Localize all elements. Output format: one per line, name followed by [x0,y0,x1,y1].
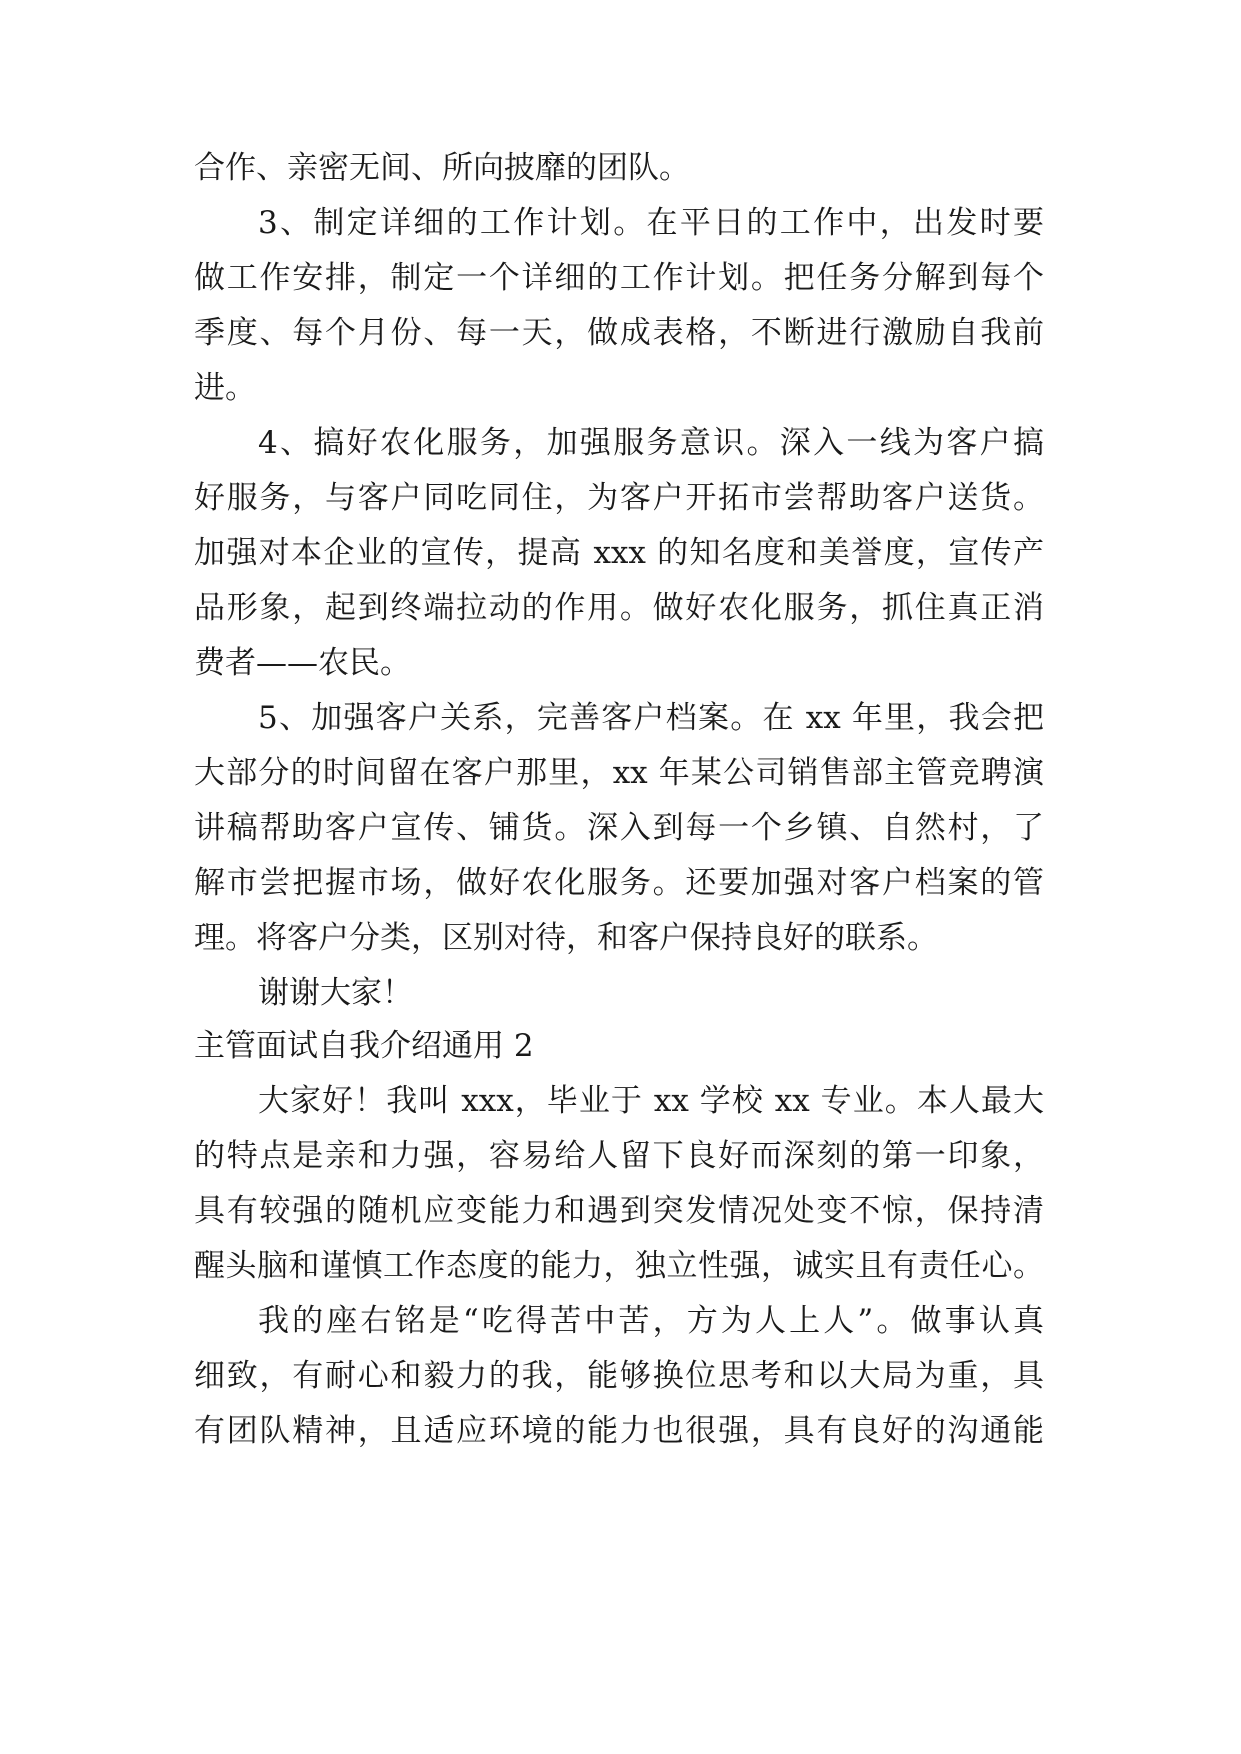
text-line: 季度、每个月份、每一天，做成表格，不断进行激励自我前 [194,315,1044,351]
text-line: 细致，有耐心和毅力的我，能够换位思考和以大局为重，具 [194,1358,1044,1394]
text-line: 具有较强的随机应变能力和遇到突发情况处变不惊，保持清 [194,1193,1044,1229]
text-line: 好服务，与客户同吃同住，为客户开拓市尝帮助客户送货。 [194,480,1044,516]
text-line: 理。将客户分类，区别对待，和客户保持良好的联系。 [194,920,938,956]
text-line: 加强对本企业的宣传，提高 xxx 的知名度和美誉度，宣传产 [194,535,1044,571]
text-line: 的特点是亲和力强，容易给人留下良好而深刻的第一印象， [194,1138,1044,1174]
text-line: 品形象，起到终端拉动的作用。做好农化服务，抓住真正消 [194,590,1044,626]
section-heading: 主管面试自我介绍通用 2 [194,1028,534,1064]
text-line: 谢谢大家！ [258,975,413,1011]
text-line: 3、制定详细的工作计划。在平日的工作中，出发时要 [258,205,1044,241]
text-line: 醒头脑和谨慎工作态度的能力，独立性强，诚实且有责任心。 [194,1248,1044,1284]
text-line: 4、搞好农化服务，加强服务意识。深入一线为客户搞 [258,425,1044,461]
text-line: 大家好！我叫 xxx，毕业于 xx 学校 xx 专业。本人最大 [258,1083,1044,1119]
text-line: 进。 [194,370,256,406]
text-line: 5、加强客户关系，完善客户档案。在 xx 年里，我会把 [258,700,1044,736]
text-line: 有团队精神，且适应环境的能力也很强，具有良好的沟通能 [194,1413,1044,1449]
text-line: 做工作安排，制定一个详细的工作计划。把任务分解到每个 [194,260,1044,296]
text-line: 我的座右铭是“吃得苦中苦，方为人上人”。做事认真 [258,1303,1044,1339]
text-line: 讲稿帮助客户宣传、铺货。深入到每一个乡镇、自然村，了 [194,810,1044,846]
text-line: 大部分的时间留在客户那里，xx 年某公司销售部主管竞聘演 [194,755,1044,791]
text-line: 费者——农民。 [194,645,411,681]
text-line: 合作、亲密无间、所向披靡的团队。 [194,150,690,186]
text-line: 解市尝把握市场，做好农化服务。还要加强对客户档案的管 [194,865,1044,901]
